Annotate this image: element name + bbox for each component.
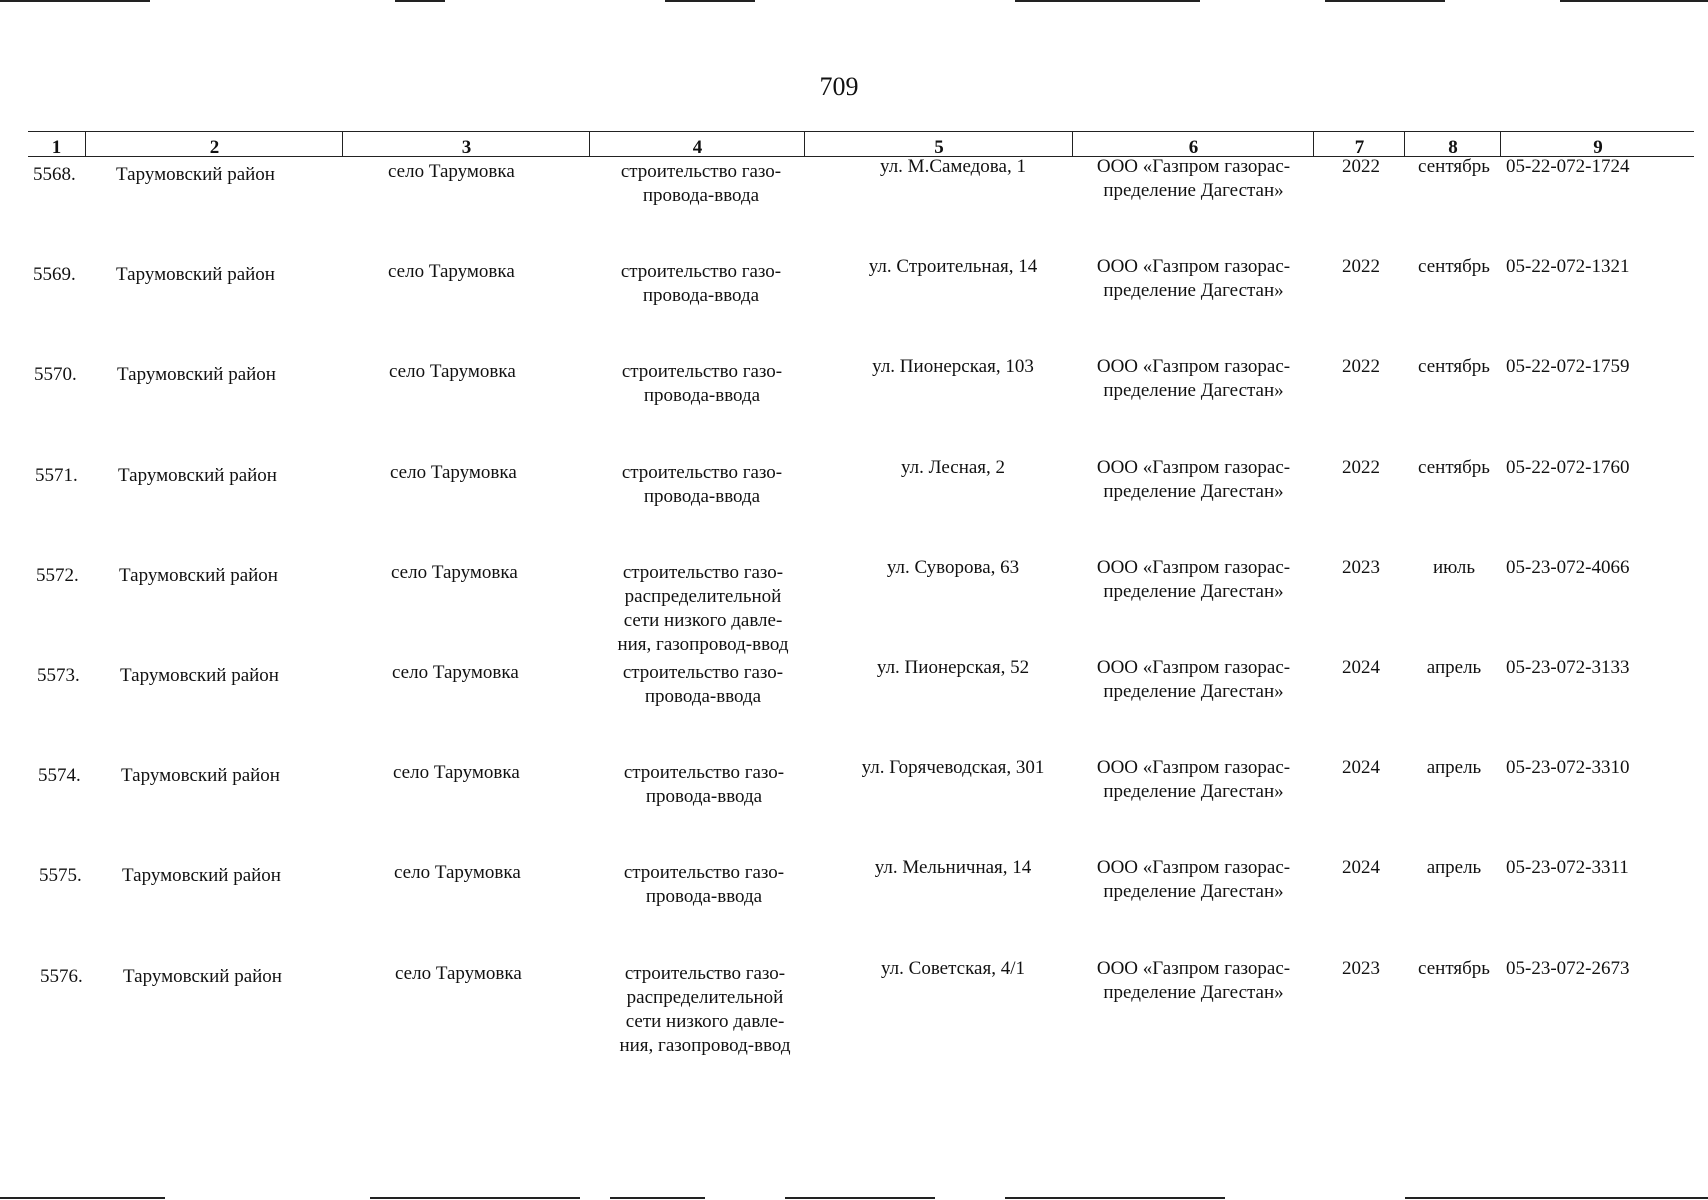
cell-address: ул. Пионерская, 103 [872,356,1034,378]
cell-locality: село Тарумовка [395,962,522,984]
cell-work: строительство газо- провода-ввода [621,461,783,507]
cell-work: строительство газо- провода-ввода [621,361,783,407]
header-col-5: 5 [804,132,1073,156]
cell-work: строительство газо- провода-ввода [622,662,784,707]
cell-month: апрель [1426,657,1482,678]
table-row [28,756,1694,856]
cell-year: 2023 [1342,556,1380,578]
cell-locality: село Тарумовка [392,662,519,683]
table-row [28,456,1694,556]
cell-year: 2024 [1342,757,1380,779]
cell-locality: село Тарумовка [389,361,516,383]
cell-code: 05-23-072-2673 [1506,957,1630,979]
table-row [28,255,1694,355]
scan-edge-bottom-6 [1405,1197,1708,1199]
cell-org: ООО «Газпром газорас- пределение Дагестан» [1096,356,1291,402]
scan-edge-bottom-1 [0,1197,165,1199]
header-col-3: 3 [342,132,590,156]
table-row [28,355,1694,455]
header-col-7: 7 [1313,132,1405,156]
cell-locality: село Тарумовка [394,862,521,884]
cell-code: 05-23-072-3311 [1506,857,1629,879]
table-header [28,131,1694,157]
cell-district: Тарумовский район [122,865,281,887]
scan-edge-top-3 [665,0,755,2]
cell-address: ул. Пионерская, 52 [876,657,1030,678]
cell-org: ООО «Газпром газорас- пределение Дагестан» [1096,657,1291,702]
cell-district: Тарумовский район [120,665,279,686]
cell-num: 5570. [34,364,77,386]
cell-num: 5575. [39,865,82,887]
cell-address: ул. Советская, 4/1 [881,957,1025,979]
cell-code: 05-22-072-1760 [1506,456,1630,478]
cell-code: 05-22-072-1724 [1506,156,1630,177]
cell-num: 5572. [36,564,79,586]
header-col-9: 9 [1500,132,1695,156]
cell-district: Тарумовский район [121,765,280,787]
cell-month: сентябрь [1418,356,1490,378]
cell-district: Тарумовский район [119,564,278,586]
scan-edge-bottom-2 [370,1197,580,1199]
cell-work: строительство газо- распределительной сети низкого давле- ния, газопровод-ввод [619,962,791,1056]
cell-month: апрель [1426,757,1482,779]
scan-edge-top-2 [395,0,445,2]
cell-work: строительство газо- провода-ввода [620,261,782,307]
cell-work: строительство газо- провода-ввода [623,762,785,808]
cell-district: Тарумовский район [117,364,276,386]
cell-year: 2024 [1342,857,1380,879]
cell-code: 05-23-072-3310 [1506,757,1630,779]
cell-num: 5574. [38,765,81,787]
cell-org: ООО «Газпром газорас- пределение Дагестан» [1096,857,1291,903]
table-row [28,856,1694,956]
cell-num: 5573. [37,665,80,686]
cell-year: 2022 [1342,356,1380,378]
cell-org: ООО «Газпром газорас- пределение Дагестан» [1096,256,1291,302]
cell-org: ООО «Газпром газорас- пределение Дагестан» [1096,556,1291,602]
table-row [28,155,1694,255]
cell-work: строительство газо- провода-ввода [620,161,782,206]
cell-code: 05-23-072-3133 [1506,657,1630,678]
cell-year: 2022 [1342,456,1380,478]
header-col-6: 6 [1072,132,1314,156]
cell-locality: село Тарумовка [393,762,520,784]
scan-edge-top-6 [1560,0,1708,2]
scan-edge-top-1 [0,0,150,2]
cell-work: строительство газо- провода-ввода [623,862,785,908]
cell-locality: село Тарумовка [391,561,518,583]
table-row [28,656,1694,756]
scan-edge-top-4 [1015,0,1200,2]
cell-year: 2023 [1342,957,1380,979]
cell-work: строительство газо- распределительной сети низкого давле- ния, газопровод-ввод [617,561,789,655]
cell-num: 5568. [33,164,76,185]
cell-address: ул. Мельничная, 14 [874,857,1032,879]
cell-address: ул. Суворова, 63 [886,556,1020,578]
cell-locality: село Тарумовка [390,461,517,483]
cell-num: 5569. [33,264,76,286]
cell-org: ООО «Газпром газорас- пределение Дагестан» [1096,456,1291,502]
table-row [28,556,1694,656]
cell-address: ул. Лесная, 2 [900,456,1006,478]
cell-month: сентябрь [1418,156,1490,177]
scan-edge-top-5 [1325,0,1445,2]
scan-edge-bottom-5 [1005,1197,1225,1199]
cell-district: Тарумовский район [116,264,275,286]
table-row [28,957,1694,1057]
cell-org: ООО «Газпром газорас- пределение Дагестан» [1096,957,1291,1003]
cell-locality: село Тарумовка [388,261,515,283]
header-col-1: 1 [51,137,62,158]
cell-district: Тарумовский район [123,965,282,987]
cell-org: ООО «Газпром газорас- пределение Дагестан» [1096,156,1291,201]
cell-district: Тарумовский район [116,164,275,185]
cell-year: 2022 [1342,256,1380,278]
cell-month: сентябрь [1418,957,1490,979]
cell-month: июль [1432,556,1476,578]
cell-month: сентябрь [1418,256,1490,278]
cell-address: ул. Горячеводская, 301 [861,757,1045,779]
cell-org: ООО «Газпром газорас- пределение Дагестан» [1096,757,1291,803]
cell-district: Тарумовский район [118,464,277,486]
cell-code: 05-22-072-1321 [1506,256,1630,278]
cell-code: 05-23-072-4066 [1506,556,1630,578]
cell-num: 5576. [40,965,83,987]
cell-code: 05-22-072-1759 [1506,356,1630,378]
cell-month: сентябрь [1418,456,1490,478]
scan-edge-bottom-3 [610,1197,705,1199]
cell-year: 2022 [1342,156,1380,177]
cell-address: ул. Строительная, 14 [868,256,1038,278]
scan-edge-bottom-4 [785,1197,935,1199]
cell-month: апрель [1426,857,1482,879]
cell-year: 2024 [1342,657,1380,678]
cell-num: 5571. [35,464,78,486]
header-col-4: 4 [589,132,805,156]
cell-address: ул. М.Самедова, 1 [880,156,1026,177]
header-col-2: 2 [85,132,343,156]
cell-locality: село Тарумовка [388,161,515,182]
header-col-8: 8 [1404,132,1501,156]
page-number: 709 [819,72,859,101]
